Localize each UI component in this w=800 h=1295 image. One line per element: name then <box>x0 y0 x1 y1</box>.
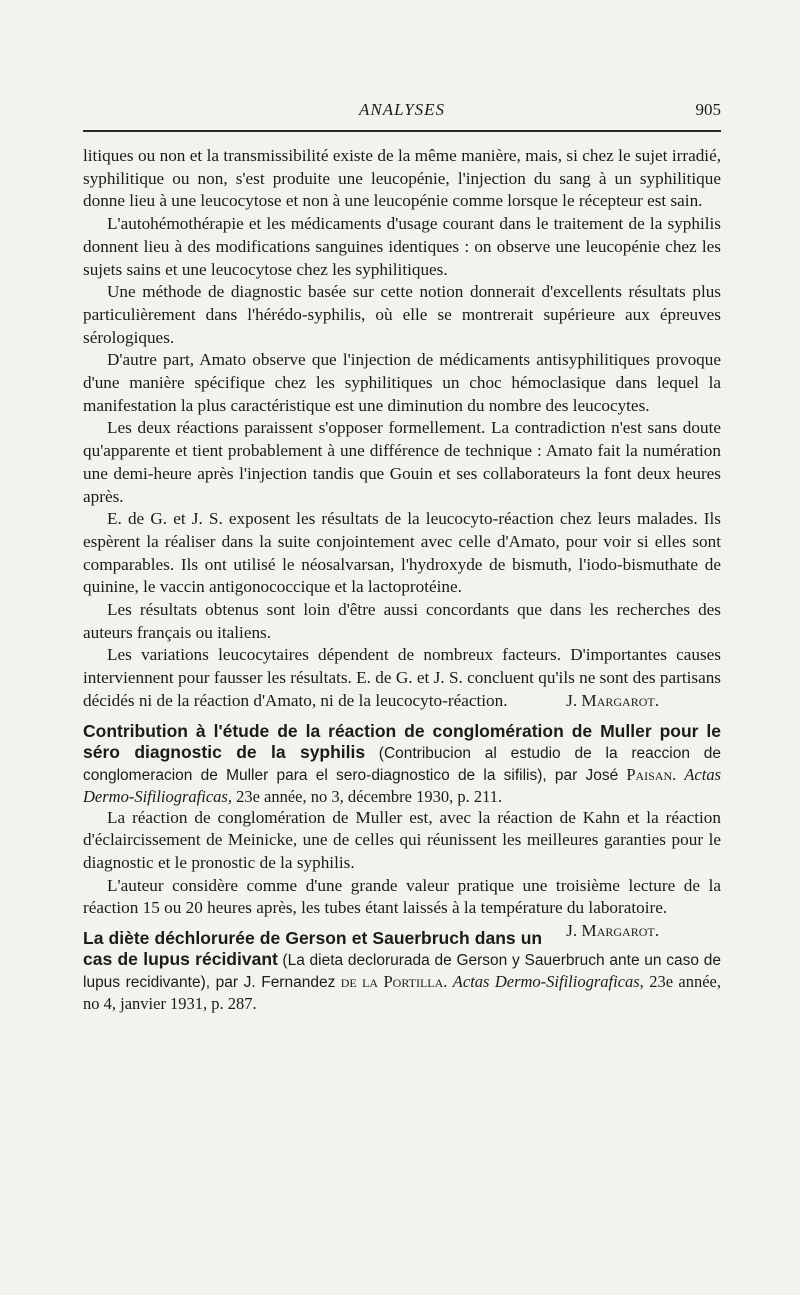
running-title: ANALYSES <box>358 100 446 119</box>
paragraph: Une méthode de diagnostic basée sur cette notion donnerait d'excellents résultats plus particulièrement dans l'hérédo-syphilis, où elle se montrerait supérieure aux épreuves sérologiques. <box>83 282 721 347</box>
page-number: 905 <box>695 100 721 119</box>
journal-name: Actas Dermo-Sifiliograficas, <box>452 972 644 992</box>
article-author: Paisan. <box>626 764 677 784</box>
page-header <box>83 98 721 128</box>
article-reference: (Contribucion al estudio de la reaccion de conglomeracion de Muller para el sero-diagnostico de la sifilis), par José <box>83 744 722 784</box>
reference-details: 23e année, no 4, janvier 1931, p. 287. <box>83 972 721 1014</box>
paragraph-with-signature <box>83 875 721 941</box>
paragraph-text: Les variations leucocytaires dépendent de nombreux facteurs. D'importantes causes interviennent pour fausser les résultats. E. de G. et J. S. concluent qu'ils ne sont des partisans décidés ni de la réaction d'Amato, ni de la leucocyto-réaction. <box>83 645 721 710</box>
article-author: de la Portilla. <box>340 972 448 992</box>
author-signature: J. Margarot. <box>566 690 659 710</box>
article-reference: (La dieta declorurada de Gerson y Sauerbruch ante un caso de lupus recidivante), par J. Fernandez <box>83 952 722 992</box>
paragraph: L'autohémothérapie et les médicaments d'usage courant dans le traitement de la syphilis donnent lieu à des modifications sanguines identiques : on observe une leucopénie chez les sujets sains et une leucocytose chez les syphilitiques. <box>83 214 721 279</box>
paragraph: D'autre part, Amato observe que l'injection de médicaments antisyphilitiques provoque d'une manière spécifique chez les syphilitiques un choc hémoclasique dans lequel la manifestation la plus caractéristique est une diminution du nombre des leucocytes. <box>83 350 721 415</box>
article-heading <box>83 721 721 807</box>
paragraph: La réaction de conglomération de Muller est, avec la réaction de Kahn et la réaction d'éclaircissement de Meinicke, une de celles qui réunissent les meilleures garanties pour le diagnostic et le pronostic de la syphilis. <box>83 807 721 872</box>
paragraph-text: L'auteur considère comme d'une grande valeur pratique une troisième lecture de la réaction 15 ou 20 heures après, les tubes étant laissés à la température du laboratoire. <box>83 875 721 918</box>
paragraph: E. de G. et J. S. exposent les résultats de la leucocyto-réaction chez leurs malades. Ils espèrent la réaliser dans la suite conjointement avec celle d'Amato, pour voir si elles sont comparables. Ils ont utilisé le néosalvarsan, l'hydroxyde de bismuth, l'iodo-bismuthate de quinine, le vaccin antigonococcique et la lactoprotéine. <box>83 509 721 597</box>
paragraph: litiques ou non et la transmissibilité existe de la même manière, mais, si chez le sujet irradié, syphilitique ou non, s'est produite une leucopénie, l'injection du sang à un syphilitique donne lieu à une leucocytose et non à une leucopénie comme lorsque le récepteur est sain. <box>83 146 721 211</box>
paragraph: Les deux réactions paraissent s'opposer formellement. La contradiction n'est sans doute qu'apparente et tient probablement à une différence de technique : Amato fait la numération une demi-heure après l'injection tandis que Gouin et ses collaborateurs la font deux heures après. <box>83 418 721 506</box>
paragraph-with-signature <box>83 644 721 712</box>
article-title: Contribution à l'étude de la réaction de conglomération de Muller pour le séro diagnostic de la syphilis <box>83 720 721 762</box>
journal-name: Actas Dermo-Sifiliograficas, <box>83 764 721 806</box>
paragraph: Les résultats obtenus sont loin d'être aussi concordants que dans les recherches des auteurs français ou italiens. <box>83 600 721 642</box>
page-body <box>83 145 721 1014</box>
author-signature: J. Margarot. <box>566 921 659 941</box>
reference-details: 23e année, no 3, décembre 1930, p. 211. <box>236 786 503 806</box>
article-title: La diète déchlorurée de Gerson et Sauerbruch dans un cas de lupus récidivant <box>83 928 543 970</box>
header-rule <box>83 130 721 132</box>
